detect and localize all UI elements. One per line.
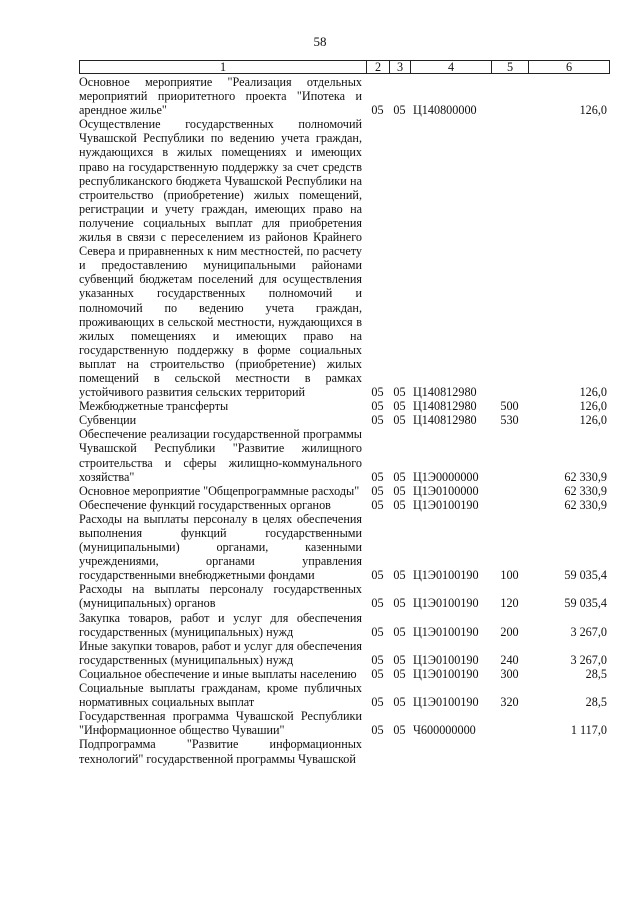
row-section: 05	[371, 723, 384, 738]
row-section: 05	[371, 385, 384, 400]
table-row	[79, 639, 610, 667]
row-target-code: Ц1Э0100190	[413, 652, 479, 667]
row-name: Социальное обеспечение и иные выплаты населению	[79, 666, 357, 681]
table-row	[79, 427, 610, 483]
row-target-code: Ц140812980	[413, 399, 477, 414]
row-target-code: Ц1Э0100000	[413, 483, 479, 498]
row-target-code: Ц1Э0100190	[413, 666, 479, 681]
row-section: 05	[371, 624, 384, 639]
row-expense-type: 300	[500, 666, 519, 681]
row-subsection: 05	[393, 723, 406, 738]
row-subsection: 05	[393, 596, 406, 611]
row-name: Государственная программа Чувашской Республики "Информационное общество Чувашии"	[79, 709, 362, 738]
row-amount: 126,0	[579, 103, 607, 118]
row-subsection: 05	[393, 469, 406, 484]
row-name: Основное мероприятие "Реализация отдельных мероприятий приоритетного проекта "Ипотека и арендное жилье"	[79, 75, 362, 118]
table-row	[79, 611, 610, 639]
row-name: Закупка товаров, работ и услуг для обеспечения государственных (муниципальных) нужд	[79, 610, 362, 639]
row-name: Осуществление государственных полномочий Чувашской Республики по ведению учета граждан, нуждающихся в жилых помещениях и имеющих право на государственную поддержку за счет средств республиканского бюджета Чувашской Республики на строительство (приобретение) жилых помещений, регистрации и учету граждан, имеющих право на получение социальных выплат для приобретения жилья в связи с переселением из районов Крайнего Севера и приравненных к ним местностей, по расчету и предоставлению муниципальными районами субвенций бюджетам поселений для осуществления указанных государственных полномочий и полномочий по ведению учета граждан, проживающих в сельской местности, нуждающихся в жилых помещениях и имеющих право на государственную поддержку в форме социальных выплат на строительство (приобретение) жилых помещений в сельской местности в рамках устойчивого развития сельских территорий	[79, 117, 362, 400]
header-col-4: 4	[411, 61, 492, 73]
row-expense-type: 200	[500, 624, 519, 639]
row-amount: 62 330,9	[564, 497, 607, 512]
row-amount: 62 330,9	[564, 469, 607, 484]
table-row	[79, 737, 610, 765]
row-subsection: 05	[393, 103, 406, 118]
header-col-2: 2	[367, 61, 390, 73]
row-subsection: 05	[393, 568, 406, 583]
row-section: 05	[371, 497, 384, 512]
row-target-code: Ц1Э0100190	[413, 568, 479, 583]
row-target-code: Ц1Э0100190	[413, 624, 479, 639]
table-row	[79, 484, 610, 498]
page-number: 58	[313, 34, 327, 49]
table-row	[79, 709, 610, 737]
row-section: 05	[371, 103, 384, 118]
row-expense-type: 500	[500, 399, 519, 414]
row-expense-type: 100	[500, 568, 519, 583]
row-section: 05	[371, 469, 384, 484]
row-name: Иные закупки товаров, работ и услуг для обеспечения государственных (муниципальных) нужд	[79, 638, 362, 667]
table-row	[79, 75, 610, 117]
row-subsection: 05	[393, 666, 406, 681]
row-target-code: Ц1Э0100190	[413, 497, 479, 512]
row-name: Основное мероприятие "Общепрограммные расходы"	[79, 483, 360, 498]
table-row	[79, 498, 610, 512]
row-name: Расходы на выплаты персоналу в целях обеспечения выполнения функций государственными (муниципальными) органами, казенными учреждениями, органами управления государственными внебюджетными фондами	[79, 511, 362, 583]
row-name: Обеспечение функций государственных органов	[79, 497, 331, 512]
row-amount: 28,5	[585, 666, 607, 681]
row-name: Субвенции	[79, 413, 137, 428]
table-header	[79, 60, 610, 74]
table-row	[79, 681, 610, 709]
row-amount: 59 035,4	[564, 568, 607, 583]
row-target-code: Ц1Э0100190	[413, 596, 479, 611]
row-subsection: 05	[393, 497, 406, 512]
row-subsection: 05	[393, 413, 406, 428]
table-row	[79, 413, 610, 427]
row-name: Подпрограмма "Развитие информационных технологий" государственной программы Чувашской	[79, 737, 362, 766]
table-row	[79, 117, 610, 399]
row-subsection: 05	[393, 385, 406, 400]
row-amount: 3 267,0	[570, 652, 607, 667]
row-amount: 126,0	[579, 413, 607, 428]
budget-table	[79, 75, 610, 766]
row-amount: 1 117,0	[570, 723, 607, 738]
row-section: 05	[371, 399, 384, 414]
row-name: Социальные выплаты гражданам, кроме публичных нормативных социальных выплат	[79, 681, 362, 710]
row-target-code: Ц1Э0000000	[413, 469, 479, 484]
row-subsection: 05	[393, 624, 406, 639]
row-section: 05	[371, 652, 384, 667]
row-section: 05	[371, 596, 384, 611]
row-target-code: Ч600000000	[413, 723, 476, 738]
row-subsection: 05	[393, 399, 406, 414]
header-col-3: 3	[390, 61, 411, 73]
table-row	[79, 512, 610, 582]
row-target-code: Ц1Э0100190	[413, 695, 479, 710]
row-subsection: 05	[393, 695, 406, 710]
row-expense-type: 530	[500, 413, 519, 428]
row-section: 05	[371, 568, 384, 583]
row-target-code: Ц140800000	[413, 103, 477, 118]
row-section: 05	[371, 413, 384, 428]
row-section: 05	[371, 666, 384, 681]
row-expense-type: 320	[500, 695, 519, 710]
row-subsection: 05	[393, 483, 406, 498]
row-name: Обеспечение реализации государственной программы Чувашской Республики "Развитие жилищного строительства и сферы жилищно-коммунального хозяйства"	[79, 427, 362, 484]
row-amount: 62 330,9	[564, 483, 607, 498]
row-name: Межбюджетные трансферты	[79, 399, 229, 414]
row-amount: 28,5	[585, 695, 607, 710]
row-subsection: 05	[393, 652, 406, 667]
row-expense-type: 240	[500, 652, 519, 667]
table-row	[79, 667, 610, 681]
row-section: 05	[371, 483, 384, 498]
row-amount: 126,0	[579, 385, 607, 400]
row-amount: 3 267,0	[570, 624, 607, 639]
header-col-6: 6	[565, 60, 573, 74]
row-section: 05	[371, 695, 384, 710]
row-amount: 59 035,4	[564, 596, 607, 611]
header-col-5: 5	[492, 61, 529, 73]
row-name: Расходы на выплаты персоналу государственных (муниципальных) органов	[79, 582, 362, 611]
row-target-code: Ц140812980	[413, 385, 477, 400]
table-row	[79, 582, 610, 610]
table-row	[79, 399, 610, 413]
row-target-code: Ц140812980	[413, 413, 477, 428]
row-expense-type: 120	[500, 596, 519, 611]
header-col-1: 1	[80, 61, 367, 73]
row-amount: 126,0	[579, 399, 607, 414]
